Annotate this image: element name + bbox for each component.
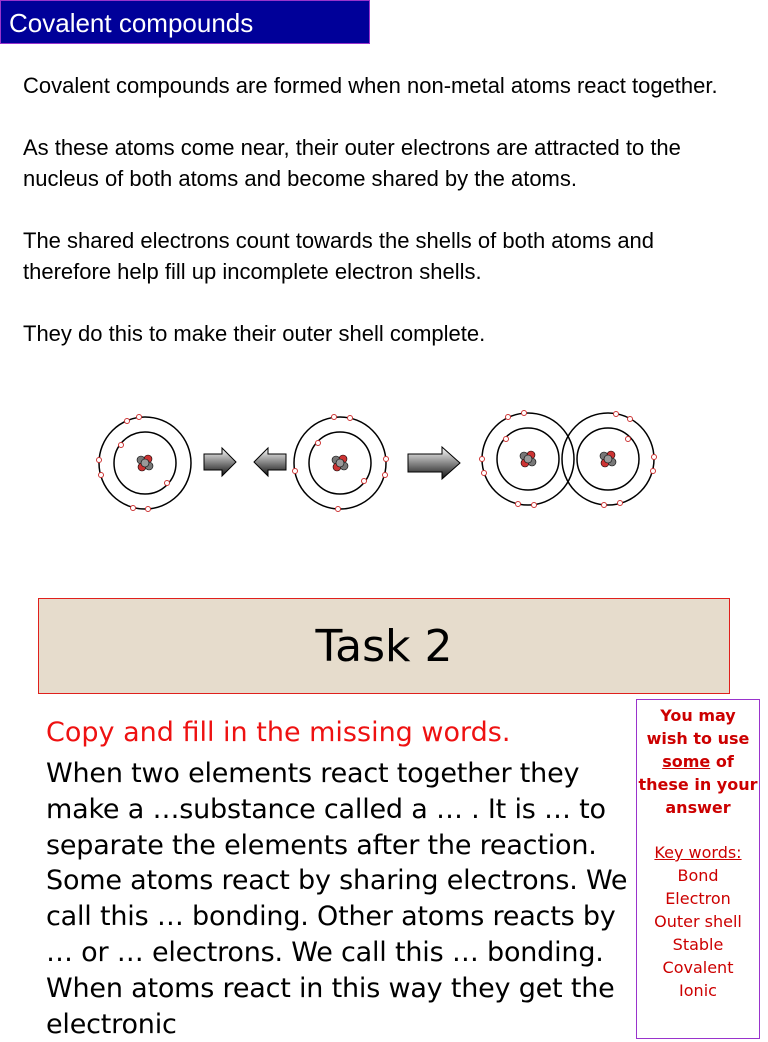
keywords-hint	[637, 704, 759, 819]
task-heading-box	[38, 598, 730, 694]
arrow-right-large-icon	[408, 447, 460, 479]
arrow-right-icon	[204, 448, 236, 476]
keywords-panel	[636, 699, 760, 1039]
nucleus-icon	[332, 455, 348, 471]
task-instruction: Copy and fill in the missing words.	[46, 717, 511, 748]
hint-underlined: some	[662, 752, 711, 771]
intro-paragraph-4: They do this to make their outer shell complete.	[23, 321, 486, 346]
intro-text	[23, 70, 743, 380]
keyword-item: Bond	[677, 866, 719, 885]
hint-after: of these in your answer	[638, 752, 758, 817]
atom-pair-bonded	[480, 411, 657, 508]
nucleus-icon	[600, 451, 616, 467]
page-title: Covalent compounds	[0, 0, 370, 44]
nucleus-icon	[520, 451, 536, 467]
keyword-item: Stable	[672, 935, 724, 954]
atom-middle	[293, 415, 389, 512]
hint-before: You may wish to use	[646, 706, 750, 748]
keyword-item: Electron	[665, 889, 731, 908]
intro-paragraph-1: Covalent compounds are formed when non-metal atoms react together.	[23, 73, 718, 98]
keyword-item: Outer shell	[654, 912, 742, 931]
keyword-item: Covalent	[662, 958, 734, 977]
task-heading: Task 2	[315, 621, 453, 672]
arrow-left-icon	[254, 448, 286, 476]
intro-paragraph-2: As these atoms come near, their outer electrons are attracted to the nucleus of both atoms and become shared by the atoms.	[23, 135, 681, 191]
fill-in-paragraph: When two elements react together they make a …substance called a … . It is … to separate the elements after the reaction. Some atoms react by sharing electrons. We call this … bonding. Other atoms reacts by … or … electrons. We call this … bonding. When atoms react in this way they get the electronic	[46, 758, 628, 1040]
keywords-label: Key words:	[654, 843, 742, 862]
nucleus-icon	[137, 455, 153, 471]
covalent-bonding-diagram	[90, 406, 670, 516]
intro-paragraph-3: The shared electrons count towards the shells of both atoms and therefore help fill up incomplete electron shells.	[23, 228, 655, 284]
atom-left	[97, 415, 192, 512]
keyword-item: Ionic	[679, 981, 717, 1000]
